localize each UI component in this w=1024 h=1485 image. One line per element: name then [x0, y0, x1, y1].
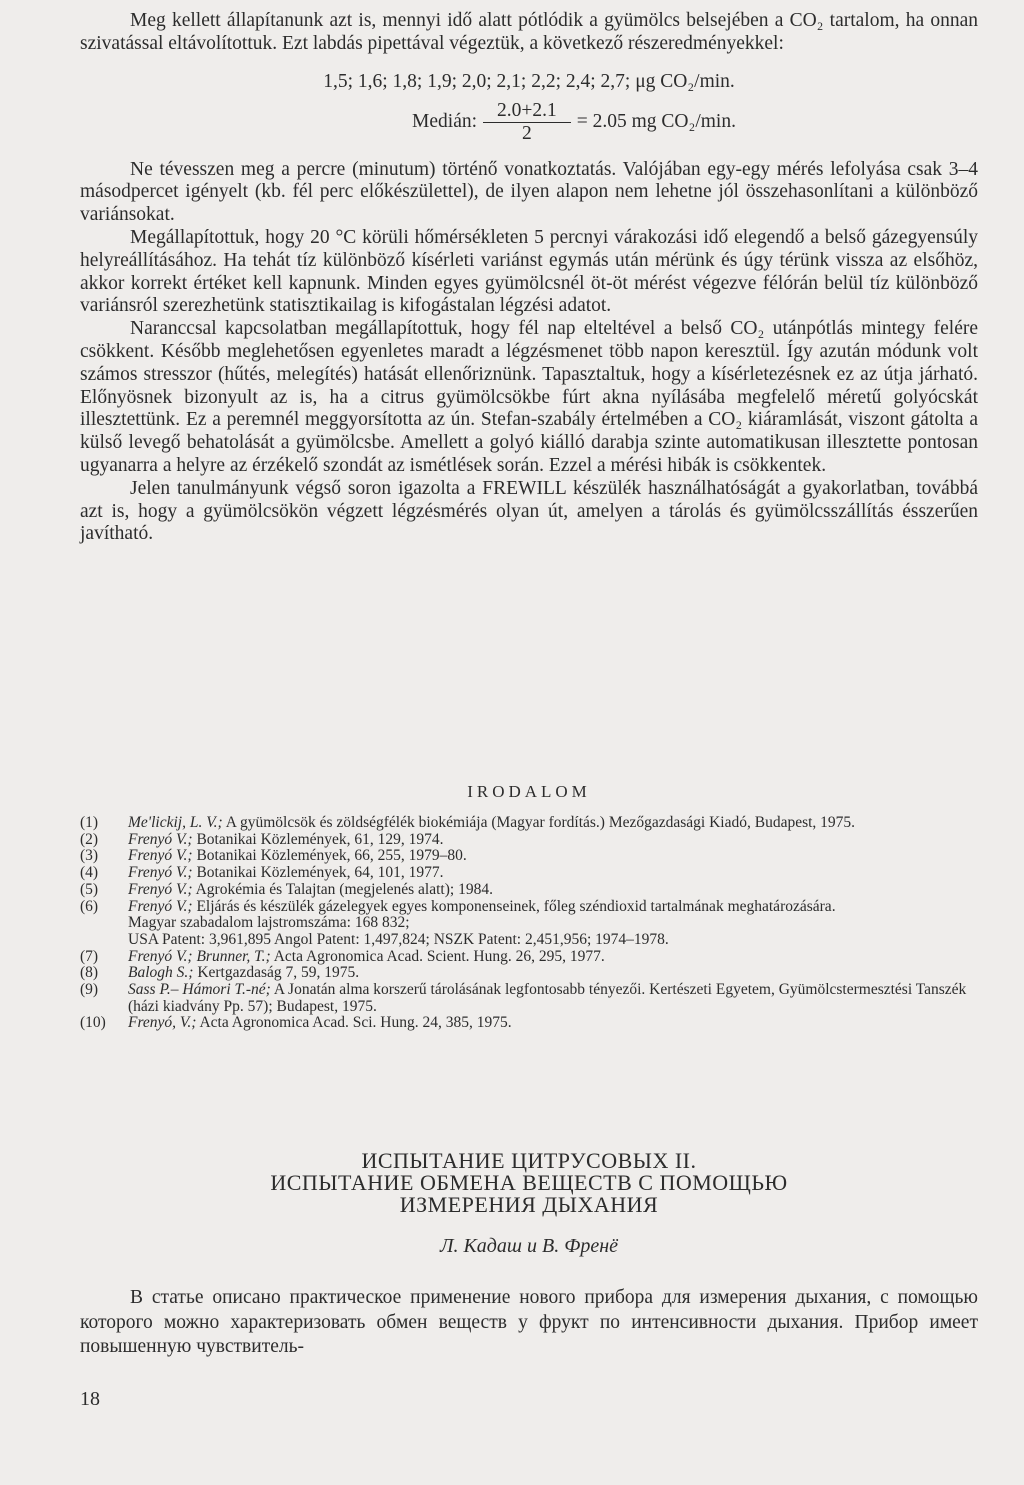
reference-author: Frenyó V.; [128, 830, 193, 848]
reference-text: A gyümölcsök és zöldségfélék biokémiája (Magyar fordítás.) Mezőgazdasági Kiadó, Budapest, 1975. [225, 814, 856, 831]
fraction-numerator: 2.0+2.1 [483, 100, 571, 123]
reference-author: Balogh S.; [128, 964, 194, 982]
reference-text: Botanikai Közlemények, 64, 101, 1977. [196, 864, 444, 882]
reference-item: (3) Frenyó V.; Botanikai Közlemények, 66, 255, 1979–80. [80, 847, 467, 865]
reference-text: Acta Agronomica Acad. Sci. Hung. 24, 385, 1975. [199, 1014, 512, 1032]
paragraph-2: Ne tévesszen meg a percre (minutum) történő vonatkoztatás. Valójában egy-egy mérés lefolyása csak 3–4 másodpercet igényelt (kb. fél perc előkészülettel), de ilyen alapon nem lehetne jól összehasonlítani a különböző variánsokat. [80, 158, 978, 226]
reference-item: (7) Frenyó V.; Brunner, T.; Acta Agronomica Acad. Scient. Hung. 26, 295, 1977. [80, 947, 605, 965]
russian-title-line-1: ИСПЫТАНИЕ ЦИТРУСОВЫХ II. [361, 1148, 697, 1173]
reference-author: Frenyó V.; [128, 864, 193, 882]
paragraph-5: Jelen tanulmányunk végső soron igazolta a FREWILL készülék használhatóságát a gyakorlatban, továbbá azt is, hogy a gyümölcsökön végzett légzésmérés olyan út, amelyen a tárolás és gyümölcsszállítás ésszerűen javítható. [80, 477, 978, 545]
median-formula [80, 100, 978, 145]
russian-authors: Л. Кадаш и В. Френё [439, 1235, 619, 1257]
reference-item: (1) Me'lickij, L. V.; A gyümölcsök és zöldségfélék biokémiája (Magyar fordítás.) Mezőgazdasági Kiadó, Budapest, 1975. [80, 814, 856, 831]
reference-text: Eljárás és készülék gázelegyek egyes komponenseinek, főleg széndioxid tartalmának meghatározására. [196, 897, 836, 915]
russian-summary-title [80, 1150, 978, 1216]
russian-abstract-block [80, 1286, 978, 1360]
reference-author: Frenyó V.; Brunner, T.; [128, 947, 271, 965]
paragraph-4: Naranccsal kapcsolatban megállapítottuk, hogy fél nap elteltével a belső CO₂ utánpótlás mintegy felére csökkent. Később meglehetősen egyenletes maradt a légzésmenet több napon keresztül. Így azután módunk volt számos stresszor (hűtés, melegítés) hatását ellenőriznünk. Tapasztaltuk, hogy a kísérletezésnek ez az útja járható. Előnyösnek bizonyult az is, ha a citrus gyümölcsökbe fúrt akna nyílásába megfelelő méretű golyócskát illesztettünk. Ez a peremnél meggyorsította az ún. Stefan-szabály értelmében a CO₂ kiáramlását, viszont gátolta a külső levegő behatolását a gyümölcsbe. Amellett a golyó kiálló darabja szinte automatikusan illesztette pontosan ugyanarra a helyre az érzékelő szondát az ismétlések során. Ezzel a mérési hibák is csökkentek. [80, 318, 978, 476]
reference-text: A Jonatán alma korszerű tárolásának legfontosabb tényezői. Kertészeti Egyetem, Gyümölcstermesztési Tanszék (házi kiadvány Pp. 57); Budapest, 1975. [128, 981, 967, 1015]
paragraph-3: Megállapítottuk, hogy 20 °C körüli hőmérsékleten 5 percnyi várakozási idő elegendő a belső gázegyensúly helyreállításához. Ha tehát tíz különböző kísérleti variánst egymás után mérünk és úgy térünk vissza az elsőhöz, akkor korrekt értéket kell kapnunk. Minden egyes gyümölcsnél öt-öt mérést végezve félórán belül tíz különböző variánsról szerezhetünk statisztikailag is kifogástalan légzési adatot. [80, 226, 978, 317]
median-fraction [483, 100, 571, 145]
reference-text: Kertgazdaság 7, 59, 1975. [197, 964, 360, 982]
fraction-denominator: 2 [522, 122, 532, 144]
russian-title-line-3: ИЗМЕРЕНИЯ ДЫХАНИЯ [399, 1192, 659, 1217]
russian-title-line-2: ИСПЫТАНИЕ ОБМЕНА ВЕЩЕСТВ С ПОМОЩЬЮ [270, 1170, 788, 1195]
reference-item: (5) Frenyó V.; Agrokémia és Talajtan (megjelenés alatt); 1984. [80, 880, 493, 898]
reference-item: (2) Frenyó V.; Botanikai Közlemények, 61, 129, 1974. [80, 830, 444, 848]
reference-item: (9) Sass P.– Hámori T.-né; A Jonatán alma korszerű tárolásának legfontosabb tényezői. Kertészeti Egyetem, Gyümölcstermesztési Tanszék (házi kiadvány Pp. 57); Budapest, 1975. [80, 981, 967, 1015]
reference-continuation: USA Patent: 3,961,895 Angol Patent: 1,497,824; NSZK Patent: 2,451,956; 1974–1978. [128, 930, 669, 948]
reference-continuation: Magyar szabadalom lajstromszáma: 168 832; [128, 914, 410, 932]
reference-author: Frenyó V.; [128, 847, 193, 865]
reference-item: (8) Balogh S.; Kertgazdaság 7, 59, 1975. [80, 964, 360, 982]
reference-text: Agrokémia és Talajtan (megjelenés alatt); 1984. [195, 880, 493, 898]
russian-abstract: В статье описано практическое применение нового прибора для измерения дыхания, с помощью которого можно характеризовать обмен веществ у фрукт по интенсивности дыхания. Прибор имеет повышенную чувствитель- [80, 1287, 978, 1357]
measurement-sequence: 1,5; 1,6; 1,8; 1,9; 2,0; 2,1; 2,2; 2,4; 2,7; μg CO₂/min. [323, 70, 735, 92]
reference-item: (4) Frenyó V.; Botanikai Közlemények, 64, 101, 1977. [80, 864, 444, 882]
reference-text: Acta Agronomica Acad. Scient. Hung. 26, 295, 1977. [273, 947, 605, 965]
reference-item: (10) Frenyó, V.; Acta Agronomica Acad. Sci. Hung. 24, 385, 1975. [80, 1014, 512, 1032]
reference-author: Frenyó V.; [128, 897, 193, 915]
reference-author: Frenyó V.; [128, 880, 193, 898]
reference-author: Frenyó, V.; [128, 1014, 197, 1032]
median-result: = 2.05 mg CO₂/min. [576, 111, 736, 133]
reference-author: Sass P.– Hámori T.-né; [128, 981, 271, 999]
reference-text: Botanikai Közlemények, 61, 129, 1974. [196, 830, 444, 848]
reference-author: Me'lickij, L. V.; [128, 814, 223, 831]
paragraph-1: Meg kellett állapítanunk azt is, mennyi idő alatt pótlódik a gyümölcs belsejében a CO₂ tartalom, ha onnan szivatással eltávolítottuk. Ezt labdás pipettával végeztük, a következő részeredményekkel: [80, 10, 978, 54]
body-text [80, 10, 978, 546]
reference-item: (6) Frenyó V.; Eljárás és készülék gázelegyek egyes komponenseinek, főleg széndioxid tartalmának meghatározására. [80, 897, 836, 915]
reference-text: Botanikai Közlemények, 66, 255, 1979–80. [196, 847, 467, 865]
reference-list [80, 815, 978, 1032]
page-number: 18 [80, 1388, 100, 1410]
irodalom-heading: IRODALOM [467, 782, 591, 801]
median-label: Medián: [412, 111, 478, 133]
